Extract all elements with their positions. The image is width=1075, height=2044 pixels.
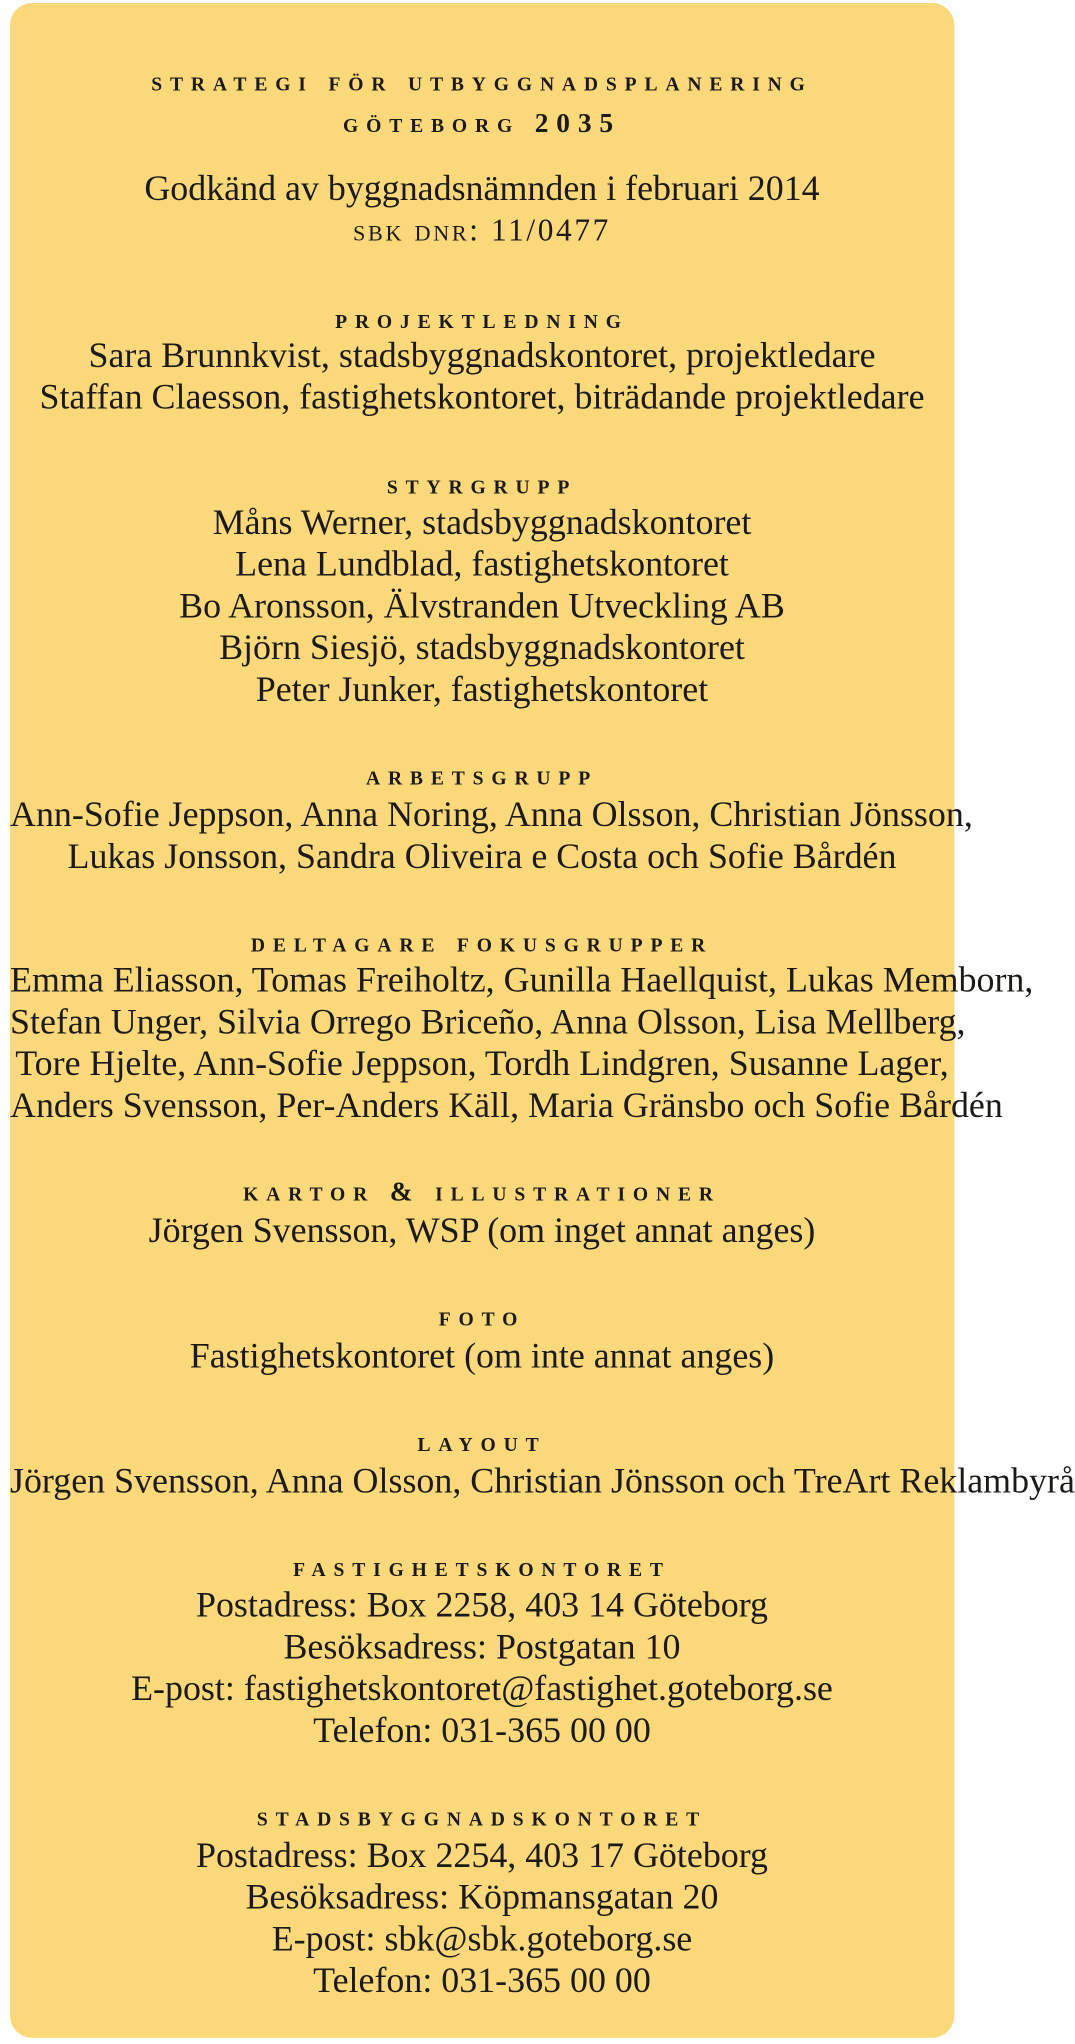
section-heading-kartor-illustrationer: kartor & illustrationer — [243, 1175, 721, 1207]
stadsbyggnadskontoret-email: E-post: sbk@sbk.goteborg.se — [271, 1917, 693, 1959]
styrgrupp-line: Måns Werner, stadsbyggnadskontoret — [212, 501, 752, 542]
fastighetskontoret-postadress: Postadress: Box 2258, 403 14 Göteborg — [195, 1583, 769, 1625]
section-heading-layout: layout — [417, 1426, 547, 1458]
section-heading-foto: foto — [438, 1300, 526, 1333]
fokusgrupper-line: Tore Hjelte, Ann-Sofie Jeppson, Tordh Lindgren, Susanne Lager, — [15, 1042, 949, 1084]
arbetsgrupp-line: Ann-Sofie Jeppson, Anna Noring, Anna Olsson, Christian Jönsson, — [10, 793, 973, 834]
section-heading-arbetsgrupp: arbetsgrupp — [365, 759, 599, 791]
credits-panel — [10, 3, 1075, 2038]
styrgrupp-line: Lena Lundblad, fastighetskontoret — [235, 543, 729, 584]
projektledning-line: Sara Brunnkvist, stadsbyggnadskontoret, projektledare — [88, 334, 876, 375]
section-heading-styrgrupp: styrgrupp — [386, 468, 578, 500]
dnr-number: sbk dnr: 11/0477 — [353, 214, 611, 249]
kartor-line: Jörgen Svensson, WSP (om inget annat anges) — [148, 1209, 816, 1251]
arbetsgrupp-line: Lukas Jonsson, Sandra Oliveira e Costa och Sofie Bårdén — [67, 835, 897, 876]
layout-line: Jörgen Svensson, Anna Olsson, Christian Jönsson och TreArt Reklambyrå — [10, 1460, 1075, 1501]
stadsbyggnadskontoret-besoksadress: Besöksadress: Köpmansgatan 20 — [245, 1876, 719, 1917]
stadsbyggnadskontoret-postadress: Postadress: Box 2254, 403 17 Göteborg — [195, 1834, 769, 1875]
projektledning-line: Staffan Claesson, fastighetskontoret, biträdande projektledare — [39, 376, 925, 417]
document-title-line-2: göteborg 2035 — [343, 107, 621, 139]
fastighetskontoret-telefon: Telefon: 031-365 00 00 — [313, 1709, 651, 1750]
styrgrupp-line: Bo Aronsson, Älvstranden Utveckling AB — [179, 584, 785, 626]
fokusgrupper-line: Stefan Unger, Silvia Orrego Briceño, Anna Olsson, Lisa Mellberg, — [10, 1000, 966, 1042]
section-heading-deltagare-fokusgrupper: deltagare fokusgrupper — [250, 926, 714, 958]
section-heading-projektledning: projektledning — [335, 303, 629, 335]
foto-line: Fastighetskontoret (om inte annat anges) — [189, 1334, 775, 1376]
fastighetskontoret-email: E-post: fastighetskontoret@fastighet.goteborg.se — [131, 1667, 833, 1708]
approval-text: Godkänd av byggnadsnämnden i februari 2014 — [144, 167, 820, 208]
fokusgrupper-line: Emma Eliasson, Tomas Freiholtz, Gunilla Haellquist, Lukas Memborn, — [10, 959, 1034, 1000]
section-heading-fastighetskontoret: fastighetskontoret — [293, 1551, 671, 1583]
styrgrupp-line: Peter Junker, fastighetskontoret — [255, 668, 709, 709]
fastighetskontoret-besoksadress: Besöksadress: Postgatan 10 — [283, 1625, 681, 1667]
styrgrupp-line: Björn Siesjö, stadsbyggnadskontoret — [219, 626, 745, 667]
stadsbyggnadskontoret-telefon: Telefon: 031-365 00 00 — [313, 1959, 651, 2001]
fokusgrupper-line: Anders Svensson, Per-Anders Käll, Maria Gränsbo och Sofie Bårdén — [10, 1084, 1003, 1125]
document-title-line-1: strategi för utbyggnadsplanering — [151, 65, 813, 97]
section-heading-stadsbyggnadskontoret: stadsbyggnadskontoret — [256, 1800, 708, 1832]
